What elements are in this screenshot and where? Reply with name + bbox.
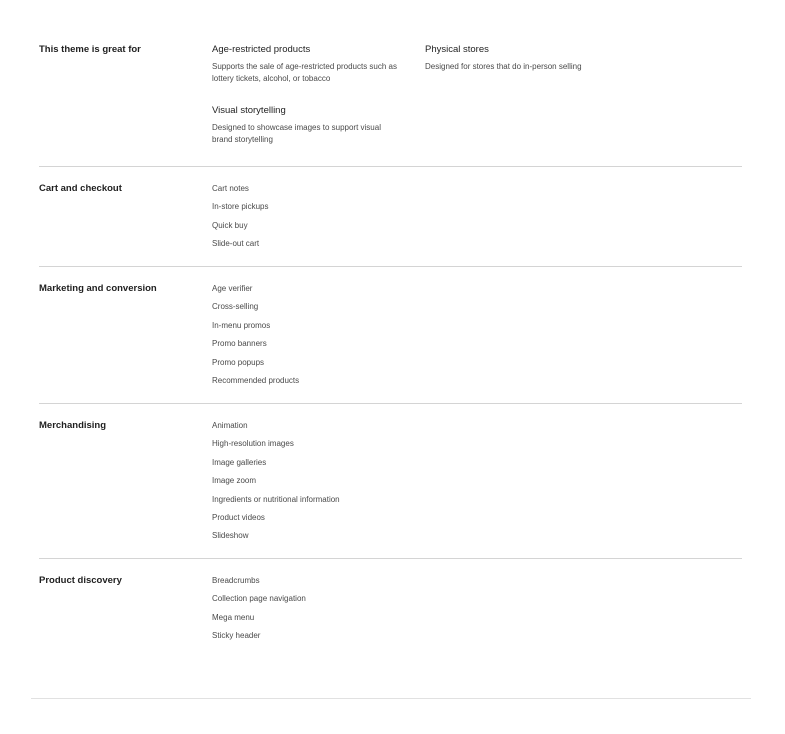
feature-item: Cart notes xyxy=(212,184,249,193)
feature-item: Mega menu xyxy=(212,612,255,622)
feature-item: Slide-out cart xyxy=(212,239,260,249)
section-title: Marketing and conversion xyxy=(39,283,157,294)
feature-item: In-store pickups xyxy=(212,202,269,212)
feature-item: Age verifier xyxy=(212,284,253,293)
section-title: Product discovery xyxy=(39,575,122,586)
feature-item: High-resolution images xyxy=(212,439,294,449)
feature-item: Sticky header xyxy=(212,631,261,641)
feature-list xyxy=(212,576,306,650)
great-for-item-description: Supports the sale of age-restricted products such as lottery tickets, alcohol, or tobacco xyxy=(212,62,397,83)
feature-item: Animation xyxy=(212,421,248,430)
feature-item: In-menu promos xyxy=(212,320,271,330)
section-merchandising xyxy=(39,420,742,550)
feature-item: Image zoom xyxy=(212,476,257,486)
section-product-discovery xyxy=(39,575,742,651)
feature-item: Quick buy xyxy=(212,220,248,230)
section-title: Cart and checkout xyxy=(39,183,122,194)
section-divider xyxy=(39,266,742,267)
feature-list xyxy=(212,421,340,550)
section-title: Merchandising xyxy=(39,420,107,431)
great-for-item-description: Designed for stores that do in-person selling xyxy=(425,62,582,71)
great-for-item-description: Designed to showcase images to support visual brand storytelling xyxy=(212,123,381,144)
footer-divider xyxy=(31,698,751,699)
feature-item: Cross-selling xyxy=(212,302,259,312)
section-divider xyxy=(39,403,742,404)
feature-item: Product videos xyxy=(212,512,265,522)
section-cart-and-checkout xyxy=(39,183,742,259)
feature-item: Promo popups xyxy=(212,357,265,367)
great-for-item-title: Physical stores xyxy=(425,44,489,55)
feature-item: Collection page navigation xyxy=(212,594,306,604)
feature-list xyxy=(212,284,299,394)
section-divider xyxy=(39,166,742,167)
feature-item: Ingredients or nutritional information xyxy=(212,494,340,504)
great-for-item-age-restricted xyxy=(212,44,402,85)
great-for-item-visual-storytelling xyxy=(212,105,402,146)
great-for-item-title: Visual storytelling xyxy=(212,105,286,116)
great-for-heading: This theme is great for xyxy=(39,44,141,55)
feature-item: Breadcrumbs xyxy=(212,576,260,585)
great-for-item-physical-stores xyxy=(425,44,615,73)
feature-item: Image galleries xyxy=(212,457,267,467)
section-divider xyxy=(39,558,742,559)
feature-item: Slideshow xyxy=(212,531,249,541)
feature-item: Recommended products xyxy=(212,375,300,385)
section-marketing-and-conversion xyxy=(39,283,742,395)
great-for-item-title: Age-restricted products xyxy=(212,44,311,55)
feature-item: Promo banners xyxy=(212,339,267,349)
feature-list xyxy=(212,184,268,258)
great-for-section xyxy=(39,44,742,154)
